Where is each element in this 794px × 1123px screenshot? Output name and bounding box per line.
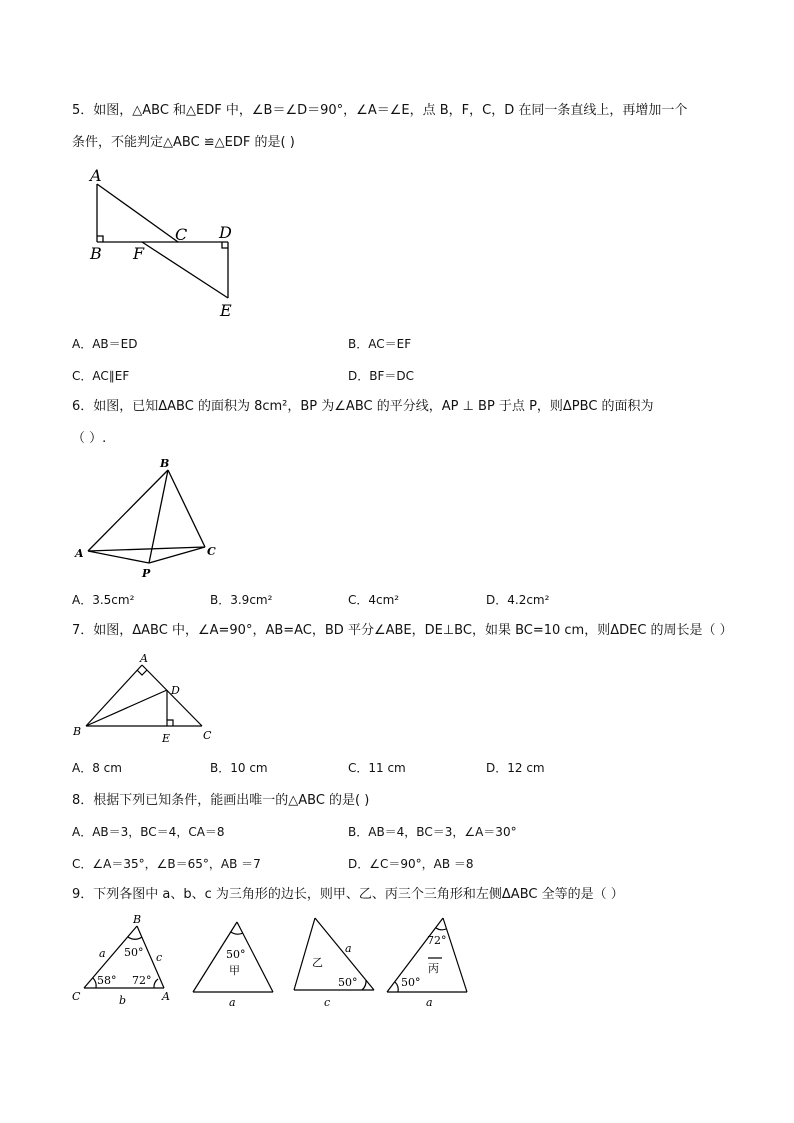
q7-label-e: E	[162, 732, 171, 745]
q9-bing-side: a	[426, 996, 433, 1009]
q9-abc-side-b: b	[119, 994, 127, 1007]
q9-yi-side-a: a	[345, 942, 352, 955]
q9-abc-label-b: B	[133, 913, 142, 926]
q5-option-b: B．AC＝EF	[348, 337, 412, 351]
q5-label-e: E	[220, 301, 232, 320]
q9-abc-label-c: C	[72, 990, 81, 1003]
q5-option-c: C．AC∥EF	[72, 369, 130, 383]
q8-text-line1: 8．根据下列已知条件，能画出唯一的△ABC 的是( )	[72, 793, 370, 808]
q9-bing-angle-left: 50°	[401, 976, 421, 989]
q7-figure	[70, 650, 220, 750]
q5-option-d: D．BF＝DC	[348, 369, 414, 383]
q7-option-c: C．11 cm	[348, 761, 406, 775]
q7-label-a: A	[140, 652, 148, 665]
q9-jia-angle: 50°	[226, 948, 246, 961]
q7-option-a: A．8 cm	[72, 761, 122, 775]
q9-abc-side-c: c	[156, 951, 163, 964]
q9-bing-name: 丙	[428, 962, 439, 975]
q8-option-d: D．∠C＝90°，AB ＝8	[348, 857, 474, 871]
q7-label-d: D	[171, 684, 180, 697]
q9-abc-angle-c: 58°	[97, 974, 117, 987]
q9-figure-abc	[70, 912, 178, 1010]
q6-label-b: B	[160, 457, 170, 470]
q8-option-c: C．∠A＝35°，∠B＝65°，AB ＝7	[72, 857, 261, 871]
q8-option-a: A．AB＝3，BC＝4，CA＝8	[72, 825, 225, 839]
q6-label-p: P	[142, 567, 151, 580]
q5-text-line1: 5．如图，△ABC 和△EDF 中，∠B＝∠D＝90°，∠A＝∠E，点 B，F，C，D 在同一条直线上，再增加一个	[72, 103, 688, 118]
q7-label-c: C	[203, 729, 212, 742]
q7-option-d: D．12 cm	[486, 761, 545, 775]
q6-label-c: C	[207, 545, 216, 558]
q9-yi-side-c: c	[324, 996, 331, 1009]
q6-option-b: B．3.9cm²	[210, 593, 273, 607]
q9-abc-angle-b: 50°	[124, 946, 144, 959]
q9-figure-jia	[190, 912, 280, 1010]
q5-label-f: F	[133, 244, 145, 263]
q9-figure-yi	[290, 912, 380, 1010]
q9-figure-bing	[384, 912, 474, 1010]
q5-figure	[80, 162, 250, 322]
q6-label-a: A	[75, 547, 84, 560]
q6-figure	[70, 455, 230, 580]
q9-abc-label-a: A	[162, 990, 170, 1003]
q5-label-b: B	[90, 244, 102, 263]
q9-jia-side: a	[229, 996, 236, 1009]
q5-label-a: A	[90, 166, 102, 185]
q9-yi-angle: 50°	[338, 976, 358, 989]
q5-label-d: D	[219, 223, 232, 242]
q9-jia-name: 甲	[229, 964, 240, 977]
q6-text-line2: （ ）.	[72, 431, 107, 446]
q7-text-line1: 7．如图，ΔABC 中，∠A=90°，AB=AC，BD 平分∠ABE，DE⊥BC，如果 BC=10 cm，则ΔDEC 的周长是（ ）	[72, 623, 733, 638]
q6-option-a: A．3.5cm²	[72, 593, 135, 607]
q6-option-d: D．4.2cm²	[486, 593, 550, 607]
q5-label-c: C	[175, 225, 188, 244]
q7-option-b: B．10 cm	[210, 761, 268, 775]
q6-text-line1: 6．如图，已知ΔABC 的面积为 8cm²，BP 为∠ABC 的平分线，AP ⊥ BP 于点 P，则ΔPBC 的面积为	[72, 399, 654, 414]
q5-option-a: A．AB＝ED	[72, 337, 138, 351]
q9-yi-name: 乙	[312, 956, 323, 969]
q8-option-b: B．AB＝4，BC＝3，∠A＝30°	[348, 825, 517, 839]
q9-abc-angle-a: 72°	[132, 974, 152, 987]
q6-option-c: C．4cm²	[348, 593, 400, 607]
q7-label-b: B	[73, 725, 82, 738]
q9-bing-angle-top: 72°	[427, 934, 447, 947]
q9-text-line1: 9．下列各图中 a、b、c 为三角形的边长，则甲、乙、丙三个三角形和左侧ΔABC 全等的是（ ）	[72, 887, 624, 902]
q5-text-line2: 条件，不能判定△ABC ≌△EDF 的是( )	[72, 135, 295, 150]
q9-abc-side-a: a	[99, 947, 106, 960]
